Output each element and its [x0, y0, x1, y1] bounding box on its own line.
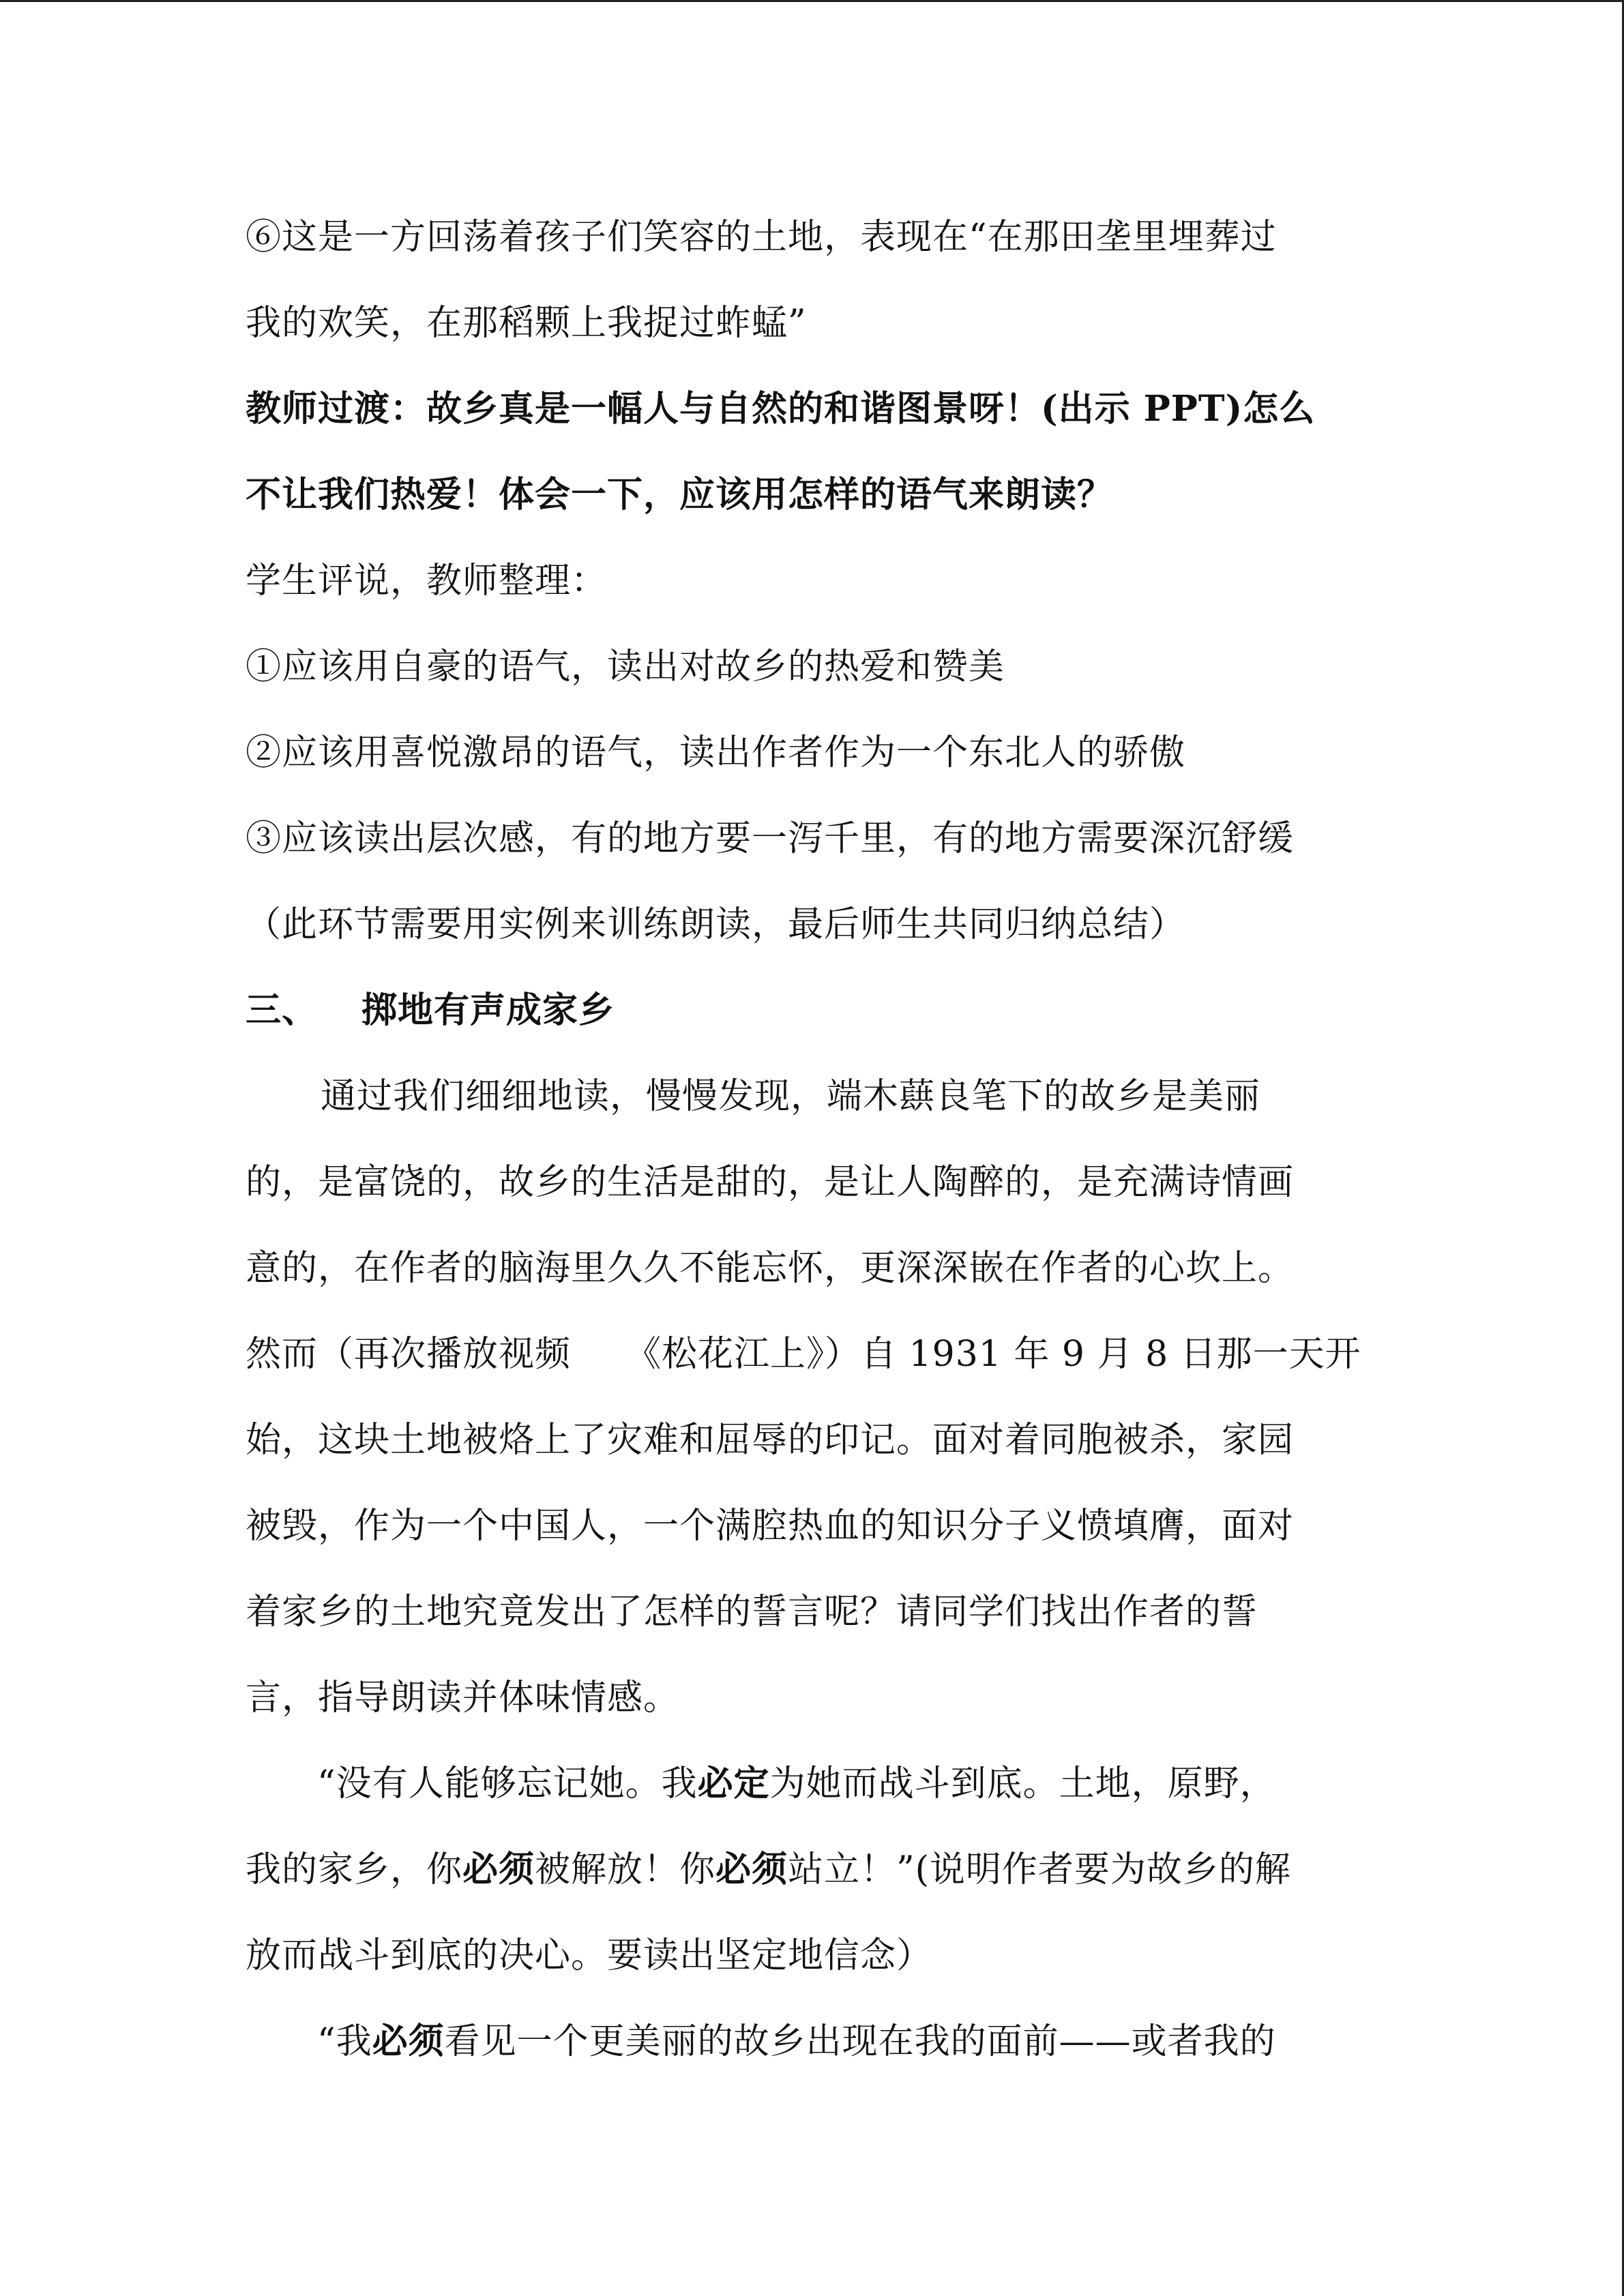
paragraph-line: 通过我们细细地读，慢慢发现，端木蕻良笔下的故乡是美丽 [321, 1076, 1261, 1117]
quote-text: “我 [317, 2021, 372, 2062]
note-line: （此环节需要用实例来训练朗读，最后师生共同归纳总结） [246, 904, 1186, 945]
paragraph-line: 着家乡的土地究竟发出了怎样的誓言呢？请同学们找出作者的誓 [246, 1592, 1258, 1632]
list-item: ②应该用喜悦激昂的语气，读出作者作为一个东北人的骄傲 [246, 732, 1186, 773]
quote-text: 被解放！你 [535, 1849, 716, 1890]
paragraph-line: 然而（再次播放视频 《松花江上》）自 1931 年 9 月 8 日那一天开 [246, 1334, 1361, 1375]
text-line: ⑥这是一方回荡着孩子们笑容的土地，表现在“在那田垄里埋葬过 [246, 217, 1277, 258]
quote-line: 放而战斗到底的决心。要读出坚定地信念） [246, 1935, 933, 1976]
paragraph-line: 的，是富饶的，故乡的生活是甜的，是让人陶醉的，是充满诗情画 [246, 1162, 1295, 1203]
teacher-transition-line: 不让我们热爱！体会一下，应该用怎样的语气来朗读？ [246, 474, 1114, 516]
quote-text: “没有人能够忘记她。我 [317, 1763, 698, 1804]
paragraph-line: 言，指导朗读并体味情感。 [246, 1678, 680, 1718]
paragraph-line: 始，这块土地被烙上了灾难和屈辱的印记。面对着同胞被杀，家园 [246, 1420, 1295, 1461]
emphasis-text: 必定 [697, 1763, 770, 1804]
emphasis-text: 必须 [715, 1849, 788, 1890]
paragraph-line: 被毁，作为一个中国人，一个满腔热血的知识分子义愤填膺，面对 [246, 1506, 1295, 1547]
text-line: 学生评说，教师整理： [246, 561, 608, 601]
paragraph-line: 意的，在作者的脑海里久久不能忘怀，更深深嵌在作者的心坎上。 [246, 1248, 1295, 1289]
teacher-transition-line: 教师过渡：故乡真是一幅人与自然的和谐图景呀！(出示 PPT)怎么 [246, 388, 1316, 430]
quote-text: 为她而战斗到底。土地，原野， [769, 1763, 1276, 1804]
emphasis-text: 必须 [372, 2021, 445, 2062]
quote-line [246, 1827, 1391, 1913]
section-number: 三、 [246, 989, 319, 1031]
list-item: ①应该用自豪的语气，读出对故乡的热爱和赞美 [246, 646, 1005, 687]
text-line: 我的欢笑，在那稻颗上我捉过蚱蜢” [246, 303, 807, 344]
quote-line [246, 1999, 1391, 2085]
document-body [246, 194, 1391, 2085]
quote-text: 看见一个更美丽的故乡出现在我的面前——或者我的 [444, 2021, 1276, 2062]
list-item: ③应该读出层次感，有的地方要一泻千里，有的地方需要深沉舒缓 [246, 818, 1295, 859]
quote-text: 我的家乡，你 [246, 1849, 463, 1890]
quote-text: 站立！”(说明作者要为故乡的解 [788, 1849, 1291, 1890]
section-title: 掷地有声成家乡 [361, 989, 615, 1031]
emphasis-text: 必须 [462, 1849, 535, 1890]
section-heading [246, 968, 1391, 1054]
quote-line [246, 1741, 1391, 1827]
